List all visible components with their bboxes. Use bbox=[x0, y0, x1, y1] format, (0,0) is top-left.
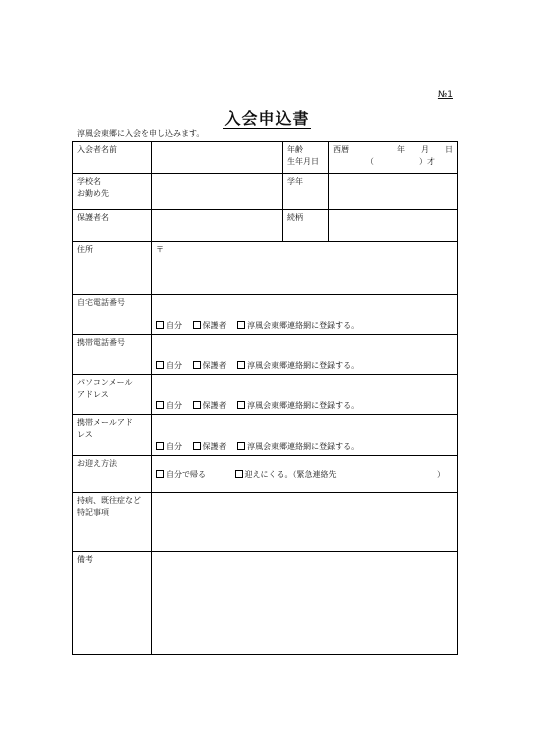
option-guardian-label: 保護者 bbox=[202, 320, 227, 330]
address-label-cell bbox=[73, 242, 152, 295]
option-self-label: 自分 bbox=[166, 360, 182, 370]
checkbox[interactable] bbox=[193, 442, 201, 450]
illness-label: 持病、既往症など bbox=[77, 496, 141, 505]
pickup-come-label: 迎えにくる。（緊急連絡先 bbox=[244, 470, 337, 479]
checkbox[interactable] bbox=[237, 442, 245, 450]
relation-label: 続柄 bbox=[287, 213, 303, 222]
row-remarks bbox=[73, 552, 458, 655]
row-mobile-phone bbox=[73, 335, 458, 375]
mobile-mail-label-cell bbox=[73, 415, 152, 456]
mobile-mail-register-option[interactable] bbox=[237, 441, 359, 453]
page-number: №1 bbox=[437, 90, 453, 100]
intro-text: 淳風会東郷に入会を申し込みます。 bbox=[77, 129, 205, 138]
option-guardian-label: 保護者 bbox=[202, 441, 227, 451]
era-label: 西暦 bbox=[333, 145, 349, 154]
home-phone-options bbox=[156, 320, 367, 332]
form-title-text: 入会申込書 bbox=[224, 109, 310, 128]
row-home-phone bbox=[73, 295, 458, 335]
form-title bbox=[0, 106, 534, 129]
checkbox[interactable] bbox=[237, 401, 245, 409]
pc-mail-register-option[interactable] bbox=[237, 400, 359, 412]
pc-mail-label-cell bbox=[73, 375, 152, 415]
year-label: 年 bbox=[397, 145, 405, 154]
notes-label: 特記事項 bbox=[77, 508, 109, 518]
pc-mail-label-2: アドレス bbox=[77, 390, 109, 400]
option-register-label: 淳風会東郷連絡網に登録する。 bbox=[247, 320, 360, 330]
age-line bbox=[333, 156, 453, 168]
pickup-come-option[interactable] bbox=[235, 469, 337, 481]
option-register-label: 淳風会東郷連絡網に登録する。 bbox=[247, 400, 360, 410]
name-field[interactable] bbox=[152, 142, 283, 174]
month-label: 月 bbox=[421, 145, 429, 154]
remarks-field[interactable] bbox=[152, 552, 458, 655]
home-phone-register-option[interactable] bbox=[237, 320, 359, 332]
age-open-paren: （ bbox=[365, 157, 374, 167]
home-phone-self-option[interactable] bbox=[156, 320, 182, 332]
mobile-phone-field[interactable] bbox=[152, 335, 458, 375]
pickup-label-cell bbox=[73, 456, 152, 493]
pickup-self-option[interactable] bbox=[156, 469, 206, 481]
guardian-label-cell bbox=[73, 210, 152, 242]
guardian-field[interactable] bbox=[152, 210, 283, 242]
option-self-label: 自分 bbox=[166, 400, 182, 410]
remarks-label: 備考 bbox=[77, 555, 93, 564]
checkbox[interactable] bbox=[156, 470, 164, 478]
grade-label-cell bbox=[283, 174, 329, 210]
age-birth-label-cell bbox=[283, 142, 329, 174]
pc-mail-guardian-option[interactable] bbox=[193, 400, 227, 412]
remarks-label-cell bbox=[73, 552, 152, 655]
age-close-paren: ）才 bbox=[419, 157, 435, 167]
mobile-phone-label-cell bbox=[73, 335, 152, 375]
mobile-phone-self-option[interactable] bbox=[156, 360, 182, 372]
checkbox[interactable] bbox=[193, 361, 201, 369]
address-field[interactable] bbox=[152, 242, 458, 295]
mobile-mail-guardian-option[interactable] bbox=[193, 441, 227, 453]
school-field[interactable] bbox=[152, 174, 283, 210]
workplace-label: お勤め先 bbox=[77, 189, 109, 199]
school-label: 学校名 bbox=[77, 177, 101, 186]
row-address bbox=[73, 242, 458, 295]
option-self-label: 自分 bbox=[166, 320, 182, 330]
illness-field[interactable] bbox=[152, 493, 458, 552]
birthdate-field[interactable] bbox=[329, 142, 458, 174]
grade-label: 学年 bbox=[287, 177, 303, 186]
pickup-label: お迎え方法 bbox=[77, 459, 117, 468]
checkbox[interactable] bbox=[156, 401, 164, 409]
pickup-self-label: 自分で帰る bbox=[166, 470, 206, 479]
postal-mark: 〒 bbox=[156, 245, 164, 254]
mobile-mail-field[interactable] bbox=[152, 415, 458, 456]
checkbox[interactable] bbox=[193, 401, 201, 409]
home-phone-field[interactable] bbox=[152, 295, 458, 335]
birthdate-label: 生年月日 bbox=[287, 157, 319, 167]
pc-mail-options bbox=[156, 400, 367, 412]
day-label: 日 bbox=[445, 145, 453, 154]
row-school bbox=[73, 174, 458, 210]
checkbox[interactable] bbox=[237, 321, 245, 329]
name-label-cell bbox=[73, 142, 152, 174]
grade-field[interactable] bbox=[329, 174, 458, 210]
pc-mail-self-option[interactable] bbox=[156, 400, 182, 412]
mobile-mail-options bbox=[156, 441, 367, 453]
mobile-mail-label: 携帯メールアド bbox=[77, 418, 133, 427]
home-phone-label-cell bbox=[73, 295, 152, 335]
checkbox[interactable] bbox=[193, 321, 201, 329]
pickup-close-paren: ） bbox=[437, 470, 445, 479]
checkbox[interactable] bbox=[156, 321, 164, 329]
application-form-table bbox=[72, 141, 458, 655]
mobile-phone-label: 携帯電話番号 bbox=[77, 338, 125, 347]
pickup-options bbox=[156, 469, 453, 481]
illness-label-cell bbox=[73, 493, 152, 552]
home-phone-guardian-option[interactable] bbox=[193, 320, 227, 332]
age-label: 年齢 bbox=[287, 145, 303, 154]
checkbox[interactable] bbox=[237, 361, 245, 369]
pc-mail-label: パソコンメール bbox=[77, 378, 133, 387]
option-guardian-label: 保護者 bbox=[202, 400, 227, 410]
name-label: 入会者名前 bbox=[77, 145, 117, 154]
row-illness bbox=[73, 493, 458, 552]
option-self-label: 自分 bbox=[166, 441, 182, 451]
pickup-field[interactable] bbox=[152, 456, 458, 493]
option-register-label: 淳風会東郷連絡網に登録する。 bbox=[247, 360, 360, 370]
mobile-mail-label-2: レス bbox=[77, 430, 93, 440]
address-label: 住所 bbox=[77, 245, 93, 254]
home-phone-label: 自宅電話番号 bbox=[77, 298, 125, 307]
school-label-cell bbox=[73, 174, 152, 210]
row-guardian bbox=[73, 210, 458, 242]
checkbox[interactable] bbox=[156, 442, 164, 450]
checkbox[interactable] bbox=[156, 361, 164, 369]
guardian-label: 保護者名 bbox=[77, 213, 109, 222]
row-mobile-mail bbox=[73, 415, 458, 456]
checkbox[interactable] bbox=[235, 470, 243, 478]
birthdate-line bbox=[333, 144, 453, 156]
mobile-phone-register-option[interactable] bbox=[237, 360, 359, 372]
mobile-phone-guardian-option[interactable] bbox=[193, 360, 227, 372]
relation-label-cell bbox=[283, 210, 329, 242]
mobile-mail-self-option[interactable] bbox=[156, 441, 182, 453]
row-pc-mail bbox=[73, 375, 458, 415]
row-name bbox=[73, 142, 458, 174]
row-pickup bbox=[73, 456, 458, 493]
relation-field[interactable] bbox=[329, 210, 458, 242]
mobile-phone-options bbox=[156, 360, 367, 372]
option-register-label: 淳風会東郷連絡網に登録する。 bbox=[247, 441, 360, 451]
option-guardian-label: 保護者 bbox=[202, 360, 227, 370]
pc-mail-field[interactable] bbox=[152, 375, 458, 415]
